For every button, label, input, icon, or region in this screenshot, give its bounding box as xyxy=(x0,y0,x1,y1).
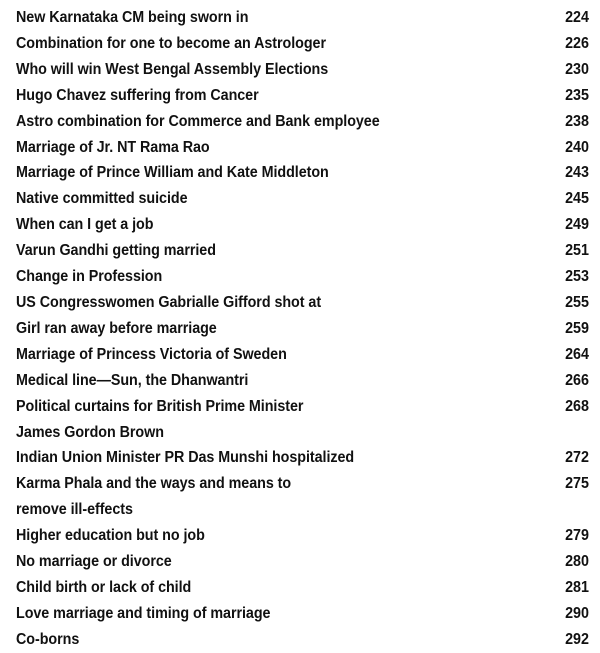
toc-entry xyxy=(16,394,589,446)
entry-page-number: 255 xyxy=(565,293,589,311)
entry-title: Love marriage and timing of marriage xyxy=(16,604,271,622)
entry-page-number: 266 xyxy=(565,371,589,389)
entry-page-number: 224 xyxy=(565,9,589,26)
entry-title: Marriage of Prince William and Kate Middleton xyxy=(16,164,329,182)
toc-entry xyxy=(16,109,589,135)
entry-page-number: 226 xyxy=(565,34,589,52)
toc-entry xyxy=(16,5,589,31)
toc-entry xyxy=(16,342,589,368)
entry-title: Hugo Chavez suffering from Cancer xyxy=(16,86,259,104)
entry-title: No marriage or divorce xyxy=(16,553,172,571)
toc-entry xyxy=(16,135,589,161)
toc-entry xyxy=(16,627,589,653)
entry-page-number: 279 xyxy=(565,527,589,545)
entry-title: When can I get a job xyxy=(16,216,154,234)
toc-entry xyxy=(16,445,589,471)
entry-title: US Congresswomen Gabrialle Gifford shot at xyxy=(16,293,322,311)
entry-title: Marriage of Jr. NT Rama Rao xyxy=(16,138,210,156)
entry-title: Indian Union Minister PR Das Munshi hospitalized xyxy=(16,449,355,467)
entry-title: Girl ran away before marriage xyxy=(16,319,217,337)
table-of-contents xyxy=(16,5,589,653)
entry-title: Child birth or lack of child xyxy=(16,578,192,596)
entry-page-number: 249 xyxy=(565,216,589,234)
entry-title: New Karnataka CM being sworn in xyxy=(16,9,249,26)
toc-entry xyxy=(16,290,589,316)
entry-title: Combination for one to become an Astrologer xyxy=(16,34,326,52)
toc-entry xyxy=(16,601,589,627)
entry-page-number: 253 xyxy=(565,268,589,286)
entry-page-number: 238 xyxy=(565,112,589,130)
entry-page-number: 268 xyxy=(565,397,589,415)
entry-page-number: 245 xyxy=(565,190,589,208)
entry-page-number: 251 xyxy=(565,242,589,260)
entry-title: Higher education but no job xyxy=(16,527,205,545)
toc-entry xyxy=(16,523,589,549)
entry-page-number: 290 xyxy=(565,604,589,622)
entry-title: Who will win West Bengal Assembly Elections xyxy=(16,60,329,78)
entry-title: Native committed suicide xyxy=(16,190,188,208)
entry-page-number: 280 xyxy=(565,553,589,571)
toc-entry xyxy=(16,212,589,238)
toc-entry xyxy=(16,264,589,290)
toc-entry xyxy=(16,549,589,575)
entry-title: Astro combination for Commerce and Bank employee xyxy=(16,112,380,130)
entry-page-number: 230 xyxy=(565,60,589,78)
toc-entry xyxy=(16,160,589,186)
toc-entry xyxy=(16,471,589,523)
entry-title: Change in Profession xyxy=(16,268,163,286)
entry-page-number: 281 xyxy=(565,578,589,596)
entry-title: Medical line—Sun, the Dhanwantri xyxy=(16,371,249,389)
toc-entry xyxy=(16,31,589,57)
entry-page-number: 259 xyxy=(565,319,589,337)
entry-page-number: 272 xyxy=(565,449,589,467)
toc-entry xyxy=(16,57,589,83)
entry-page-number: 240 xyxy=(565,138,589,156)
toc-entry xyxy=(16,575,589,601)
toc-entry xyxy=(16,238,589,264)
toc-entry xyxy=(16,186,589,212)
entry-title: Marriage of Princess Victoria of Sweden xyxy=(16,345,287,363)
entry-title: Co-borns xyxy=(16,630,80,648)
entry-page-number: 264 xyxy=(565,345,589,363)
entry-title: Varun Gandhi getting married xyxy=(16,242,216,260)
entry-page-number: 235 xyxy=(565,86,589,104)
toc-entry xyxy=(16,316,589,342)
entry-page-number: 275 xyxy=(565,475,589,493)
toc-entry xyxy=(16,368,589,394)
entry-page-number: 292 xyxy=(565,630,589,648)
entry-page-number: 243 xyxy=(565,164,589,182)
entry-title: Political curtains for British Prime Minister James Gordon Brown xyxy=(16,397,304,441)
entry-title: Karma Phala and the ways and means to remove ill-effects xyxy=(16,475,292,519)
toc-entry xyxy=(16,83,589,109)
